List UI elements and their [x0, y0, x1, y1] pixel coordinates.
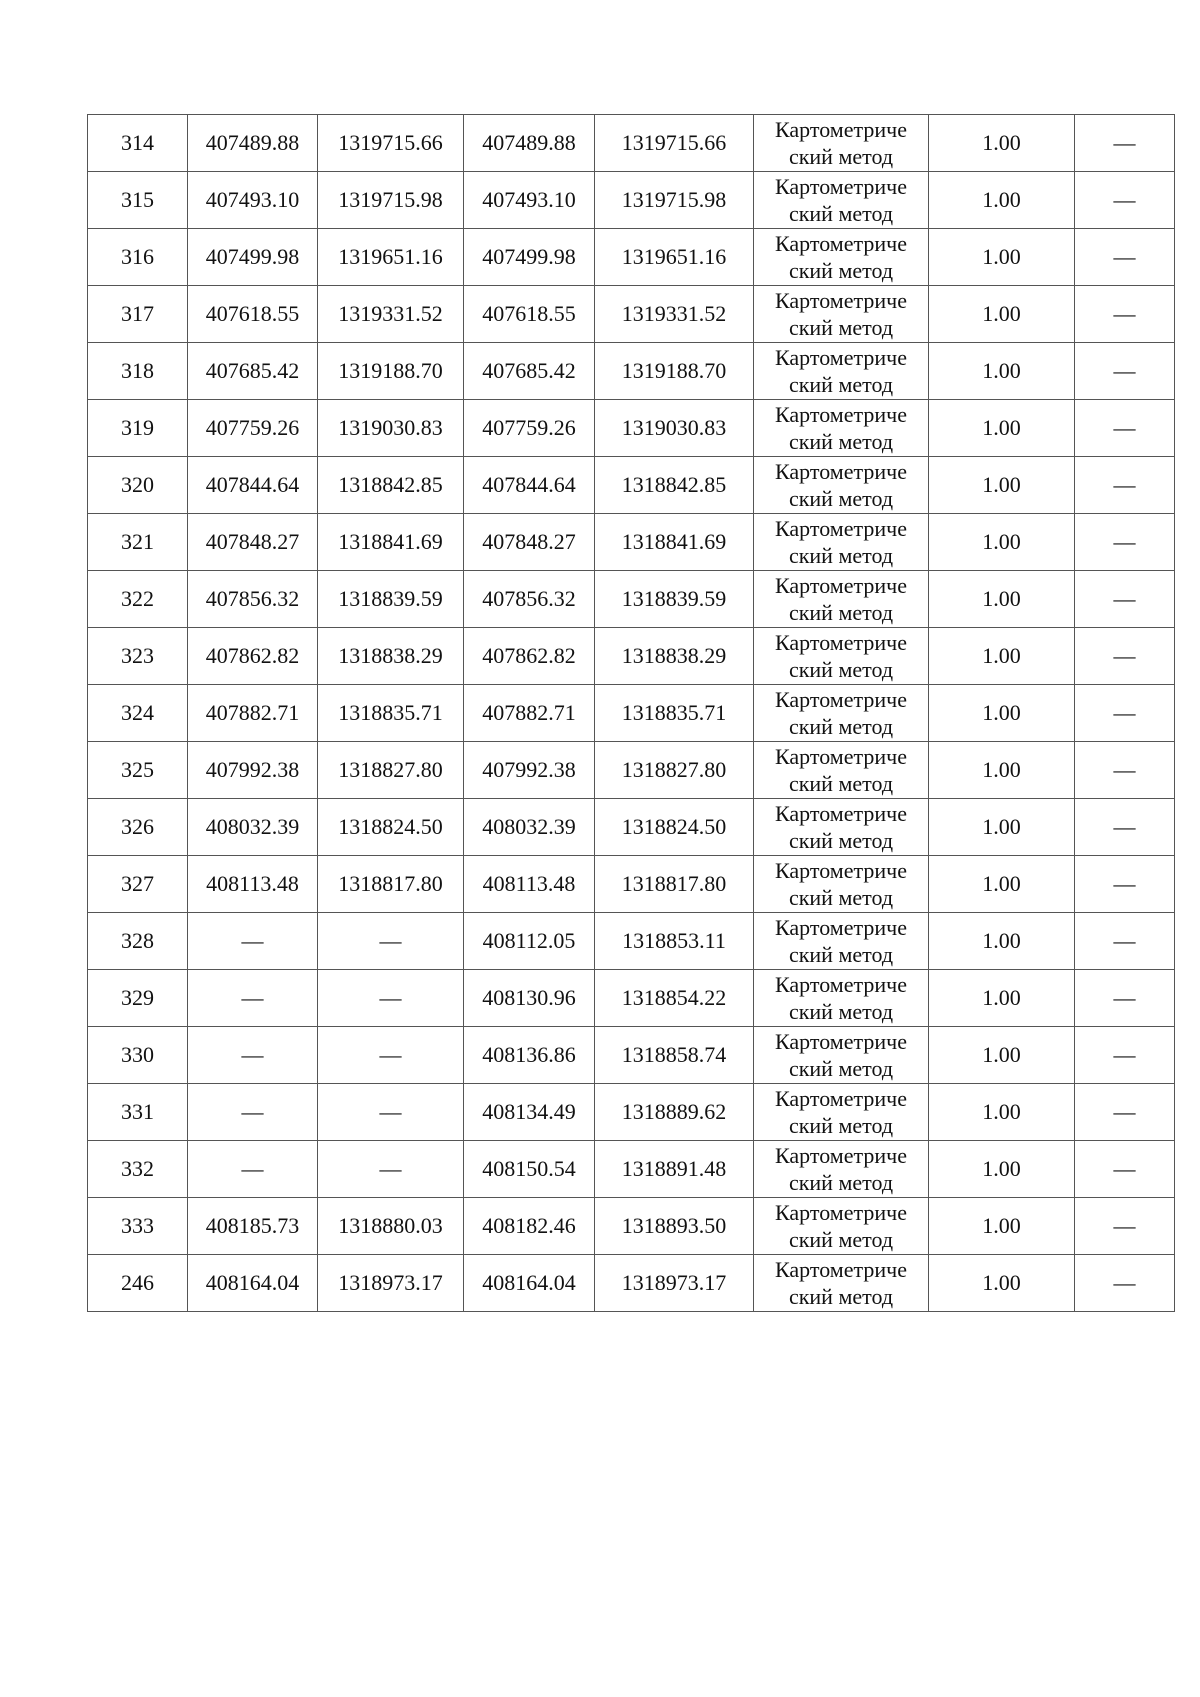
method-text-line: ский метод [788, 429, 894, 454]
method-text-line: Картометриче [775, 174, 907, 199]
method-text-line: Картометриче [775, 231, 907, 256]
description-cell: — [1075, 685, 1175, 742]
existing-x-cell: 407856.32 [188, 571, 318, 628]
refined-y-cell: 1318842.85 [595, 457, 754, 514]
existing-y-cell: 1318839.59 [318, 571, 464, 628]
existing-y-cell: 1318824.50 [318, 799, 464, 856]
method-cell [754, 400, 929, 457]
accuracy-cell: 1.00 [929, 1141, 1075, 1198]
method-text-line: Картометриче [775, 915, 907, 940]
accuracy-cell: 1.00 [929, 286, 1075, 343]
accuracy-cell: 1.00 [929, 628, 1075, 685]
accuracy-cell: 1.00 [929, 742, 1075, 799]
method-cell [754, 115, 929, 172]
method-cell [754, 457, 929, 514]
refined-x-cell: 408182.46 [464, 1198, 595, 1255]
point-number-cell: 319 [88, 400, 188, 457]
method-text-line: ский метод [788, 828, 894, 853]
method-cell [754, 799, 929, 856]
refined-y-cell: 1318838.29 [595, 628, 754, 685]
existing-x-cell: 407685.42 [188, 343, 318, 400]
existing-x-cell: 407499.98 [188, 229, 318, 286]
existing-y-cell: 1318827.80 [318, 742, 464, 799]
existing-y-cell: — [318, 1027, 464, 1084]
table-row [88, 115, 1175, 172]
table-row [88, 457, 1175, 514]
refined-x-cell: 408136.86 [464, 1027, 595, 1084]
existing-x-cell: 408164.04 [188, 1255, 318, 1312]
method-text-line: ский метод [788, 201, 894, 226]
method-cell [754, 685, 929, 742]
point-number-cell: 332 [88, 1141, 188, 1198]
description-cell: — [1075, 514, 1175, 571]
table-row [88, 571, 1175, 628]
refined-x-cell: 408112.05 [464, 913, 595, 970]
table-row [88, 1027, 1175, 1084]
accuracy-cell: 1.00 [929, 343, 1075, 400]
method-cell [754, 1198, 929, 1255]
existing-y-cell: — [318, 970, 464, 1027]
table-row [88, 970, 1175, 1027]
accuracy-cell: 1.00 [929, 1084, 1075, 1141]
description-cell: — [1075, 400, 1175, 457]
existing-x-cell: 407992.38 [188, 742, 318, 799]
accuracy-cell: 1.00 [929, 571, 1075, 628]
description-cell: — [1075, 229, 1175, 286]
table-row [88, 742, 1175, 799]
point-number-cell: 331 [88, 1084, 188, 1141]
method-cell [754, 514, 929, 571]
existing-x-cell: 407882.71 [188, 685, 318, 742]
method-text-line: Картометриче [775, 459, 907, 484]
accuracy-cell: 1.00 [929, 1027, 1075, 1084]
table-body [88, 115, 1175, 1312]
refined-x-cell: 408130.96 [464, 970, 595, 1027]
method-text-line: ский метод [788, 144, 894, 169]
existing-y-cell: 1318880.03 [318, 1198, 464, 1255]
point-number-cell: 322 [88, 571, 188, 628]
existing-y-cell: 1319188.70 [318, 343, 464, 400]
point-number-cell: 323 [88, 628, 188, 685]
table-row [88, 229, 1175, 286]
method-text-line: Картометриче [775, 117, 907, 142]
accuracy-cell: 1.00 [929, 229, 1075, 286]
description-cell: — [1075, 1027, 1175, 1084]
method-text-line: ский метод [788, 1284, 894, 1309]
method-cell [754, 571, 929, 628]
existing-x-cell: 407489.88 [188, 115, 318, 172]
method-text-line: Картометриче [775, 630, 907, 655]
refined-y-cell: 1318835.71 [595, 685, 754, 742]
existing-y-cell: 1319331.52 [318, 286, 464, 343]
existing-y-cell: — [318, 1141, 464, 1198]
method-text-line: Картометриче [775, 858, 907, 883]
refined-x-cell: 407882.71 [464, 685, 595, 742]
accuracy-cell: 1.00 [929, 514, 1075, 571]
description-cell: — [1075, 913, 1175, 970]
method-cell [754, 286, 929, 343]
existing-y-cell: 1318835.71 [318, 685, 464, 742]
method-text-line: ский метод [788, 1170, 894, 1195]
refined-x-cell: 407493.10 [464, 172, 595, 229]
refined-x-cell: 407844.64 [464, 457, 595, 514]
description-cell: — [1075, 1255, 1175, 1312]
refined-x-cell: 407992.38 [464, 742, 595, 799]
refined-y-cell: 1318817.80 [595, 856, 754, 913]
existing-y-cell: 1318842.85 [318, 457, 464, 514]
refined-y-cell: 1318893.50 [595, 1198, 754, 1255]
table-row [88, 286, 1175, 343]
method-text-line: ский метод [788, 885, 894, 910]
point-number-cell: 318 [88, 343, 188, 400]
method-text-line: Картометриче [775, 801, 907, 826]
method-text-line: ский метод [788, 258, 894, 283]
method-text-line: Картометриче [775, 1257, 907, 1282]
point-number-cell: 246 [88, 1255, 188, 1312]
method-text-line: ский метод [788, 771, 894, 796]
accuracy-cell: 1.00 [929, 115, 1075, 172]
point-number-cell: 333 [88, 1198, 188, 1255]
method-text-line: Картометриче [775, 573, 907, 598]
existing-x-cell: 407844.64 [188, 457, 318, 514]
method-cell [754, 1027, 929, 1084]
table-row [88, 1255, 1175, 1312]
method-text-line: Картометриче [775, 744, 907, 769]
existing-y-cell: 1319715.66 [318, 115, 464, 172]
table-row [88, 172, 1175, 229]
method-cell [754, 856, 929, 913]
point-number-cell: 320 [88, 457, 188, 514]
existing-x-cell: — [188, 1084, 318, 1141]
method-text-line: Картометриче [775, 687, 907, 712]
method-cell [754, 742, 929, 799]
method-cell [754, 1141, 929, 1198]
refined-y-cell: 1319188.70 [595, 343, 754, 400]
existing-x-cell: 408185.73 [188, 1198, 318, 1255]
coordinates-table [87, 114, 1175, 1312]
refined-y-cell: 1318824.50 [595, 799, 754, 856]
method-cell [754, 1084, 929, 1141]
refined-y-cell: 1318841.69 [595, 514, 754, 571]
method-text-line: ский метод [788, 942, 894, 967]
refined-x-cell: 407489.88 [464, 115, 595, 172]
existing-x-cell: 407493.10 [188, 172, 318, 229]
description-cell: — [1075, 1198, 1175, 1255]
refined-x-cell: 407759.26 [464, 400, 595, 457]
accuracy-cell: 1.00 [929, 172, 1075, 229]
accuracy-cell: 1.00 [929, 457, 1075, 514]
accuracy-cell: 1.00 [929, 799, 1075, 856]
method-cell [754, 628, 929, 685]
method-text-line: Картометриче [775, 1200, 907, 1225]
accuracy-cell: 1.00 [929, 1255, 1075, 1312]
table-row [88, 799, 1175, 856]
point-number-cell: 324 [88, 685, 188, 742]
description-cell: — [1075, 799, 1175, 856]
method-text-line: Картометриче [775, 516, 907, 541]
table-row [88, 343, 1175, 400]
accuracy-cell: 1.00 [929, 856, 1075, 913]
table-row [88, 913, 1175, 970]
existing-x-cell: 407848.27 [188, 514, 318, 571]
refined-y-cell: 1318891.48 [595, 1141, 754, 1198]
method-text-line: ский метод [788, 315, 894, 340]
existing-y-cell: 1319030.83 [318, 400, 464, 457]
point-number-cell: 329 [88, 970, 188, 1027]
refined-x-cell: 408032.39 [464, 799, 595, 856]
refined-x-cell: 408134.49 [464, 1084, 595, 1141]
refined-y-cell: 1318853.11 [595, 913, 754, 970]
accuracy-cell: 1.00 [929, 970, 1075, 1027]
method-text-line: ский метод [788, 714, 894, 739]
description-cell: — [1075, 628, 1175, 685]
point-number-cell: 327 [88, 856, 188, 913]
point-number-cell: 328 [88, 913, 188, 970]
existing-x-cell: — [188, 1141, 318, 1198]
existing-y-cell: — [318, 913, 464, 970]
method-text-line: ский метод [788, 543, 894, 568]
refined-y-cell: 1319331.52 [595, 286, 754, 343]
description-cell: — [1075, 970, 1175, 1027]
existing-y-cell: 1318973.17 [318, 1255, 464, 1312]
table-row [88, 1084, 1175, 1141]
description-cell: — [1075, 1084, 1175, 1141]
existing-y-cell: 1318838.29 [318, 628, 464, 685]
description-cell: — [1075, 742, 1175, 799]
refined-x-cell: 407862.82 [464, 628, 595, 685]
method-cell [754, 913, 929, 970]
method-text-line: Картометриче [775, 1086, 907, 1111]
existing-x-cell: 407618.55 [188, 286, 318, 343]
refined-y-cell: 1318858.74 [595, 1027, 754, 1084]
point-number-cell: 330 [88, 1027, 188, 1084]
point-number-cell: 321 [88, 514, 188, 571]
method-text-line: ский метод [788, 600, 894, 625]
existing-x-cell: 408113.48 [188, 856, 318, 913]
refined-y-cell: 1319715.66 [595, 115, 754, 172]
refined-y-cell: 1318973.17 [595, 1255, 754, 1312]
accuracy-cell: 1.00 [929, 685, 1075, 742]
refined-y-cell: 1318827.80 [595, 742, 754, 799]
existing-x-cell: 407759.26 [188, 400, 318, 457]
existing-y-cell: 1318817.80 [318, 856, 464, 913]
existing-x-cell: — [188, 1027, 318, 1084]
refined-x-cell: 407685.42 [464, 343, 595, 400]
existing-x-cell: 407862.82 [188, 628, 318, 685]
description-cell: — [1075, 343, 1175, 400]
table-row [88, 1141, 1175, 1198]
method-text-line: Картометриче [775, 402, 907, 427]
refined-x-cell: 408150.54 [464, 1141, 595, 1198]
existing-y-cell: 1318841.69 [318, 514, 464, 571]
refined-x-cell: 408164.04 [464, 1255, 595, 1312]
existing-x-cell: 408032.39 [188, 799, 318, 856]
description-cell: — [1075, 172, 1175, 229]
point-number-cell: 326 [88, 799, 188, 856]
refined-x-cell: 408113.48 [464, 856, 595, 913]
point-number-cell: 316 [88, 229, 188, 286]
point-number-cell: 325 [88, 742, 188, 799]
existing-x-cell: — [188, 970, 318, 1027]
existing-x-cell: — [188, 913, 318, 970]
refined-x-cell: 407856.32 [464, 571, 595, 628]
description-cell: — [1075, 115, 1175, 172]
refined-y-cell: 1319651.16 [595, 229, 754, 286]
method-cell [754, 1255, 929, 1312]
accuracy-cell: 1.00 [929, 1198, 1075, 1255]
refined-y-cell: 1319030.83 [595, 400, 754, 457]
point-number-cell: 315 [88, 172, 188, 229]
existing-y-cell: 1319715.98 [318, 172, 464, 229]
refined-x-cell: 407618.55 [464, 286, 595, 343]
description-cell: — [1075, 856, 1175, 913]
method-text-line: ский метод [788, 372, 894, 397]
accuracy-cell: 1.00 [929, 913, 1075, 970]
method-text-line: ский метод [788, 1113, 894, 1138]
method-cell [754, 970, 929, 1027]
refined-x-cell: 407499.98 [464, 229, 595, 286]
existing-y-cell: — [318, 1084, 464, 1141]
existing-y-cell: 1319651.16 [318, 229, 464, 286]
refined-y-cell: 1318839.59 [595, 571, 754, 628]
refined-x-cell: 407848.27 [464, 514, 595, 571]
refined-y-cell: 1318854.22 [595, 970, 754, 1027]
method-text-line: ский метод [788, 657, 894, 682]
method-text-line: ский метод [788, 1227, 894, 1252]
description-cell: — [1075, 1141, 1175, 1198]
table-row [88, 514, 1175, 571]
method-text-line: ский метод [788, 999, 894, 1024]
refined-y-cell: 1319715.98 [595, 172, 754, 229]
method-text-line: Картометриче [775, 345, 907, 370]
method-text-line: Картометриче [775, 972, 907, 997]
accuracy-cell: 1.00 [929, 400, 1075, 457]
table-row [88, 856, 1175, 913]
table-row [88, 400, 1175, 457]
table-row [88, 685, 1175, 742]
table-row [88, 628, 1175, 685]
method-cell [754, 172, 929, 229]
method-cell [754, 229, 929, 286]
method-text-line: Картометриче [775, 1029, 907, 1054]
point-number-cell: 317 [88, 286, 188, 343]
refined-y-cell: 1318889.62 [595, 1084, 754, 1141]
description-cell: — [1075, 286, 1175, 343]
table-row [88, 1198, 1175, 1255]
point-number-cell: 314 [88, 115, 188, 172]
method-cell [754, 343, 929, 400]
method-text-line: Картометриче [775, 1143, 907, 1168]
method-text-line: Картометриче [775, 288, 907, 313]
description-cell: — [1075, 457, 1175, 514]
method-text-line: ский метод [788, 1056, 894, 1081]
description-cell: — [1075, 571, 1175, 628]
method-text-line: ский метод [788, 486, 894, 511]
